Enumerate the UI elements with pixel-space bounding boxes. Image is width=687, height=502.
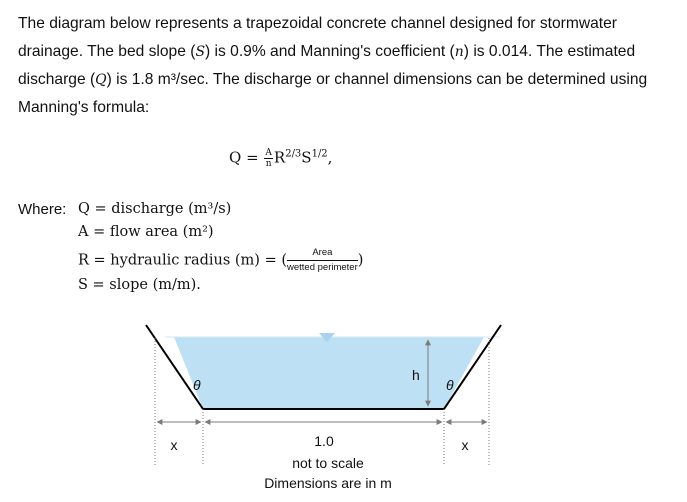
def-discharge: Q = discharge (m³/s) [78,201,232,217]
intro-paragraph: The diagram below represents a trapezoidal concrete channel designed for stormwater drainage. The bed slope (S) is 0.9% and Manning's coefficient (n) is 0.014. The estimated discharge (Q) is 1.8 m³/sec. The discharge or channel dimensions can be determined using Manning's formula: [18,15,648,116]
hydraulic-radius-fraction: $\frac{\text{Area}}{\text{wetted perimeter}}$ [287,247,358,273]
label-base-width: 1.0 [314,433,334,449]
label-theta-right: θ [446,377,454,393]
note-dimensions-units: Dimensions are in m [264,475,392,491]
formula-fraction: $\frac{A}{n}$ [265,148,272,169]
def-slope: S = slope (m/m). [78,277,201,293]
water-fill [174,337,484,409]
label-depth-h: h [412,367,420,383]
label-x-right: x [461,437,469,453]
def-hydraulic-radius: R = hydraulic radius (m) = ( $\frac{\text{Area}}{\text{wetted perimeter}}$ ) [78,247,364,273]
where-label: Where: [18,201,67,218]
note-not-to-scale: not to scale [292,455,364,471]
label-theta-left: θ [193,377,201,393]
def-flow-area: A = flow area (m²) [78,224,214,240]
manning-formula: Q = $\frac{A}{n}$ $R^{2/3}S^{1/2}$, [229,148,333,169]
label-x-left: x [170,437,178,453]
